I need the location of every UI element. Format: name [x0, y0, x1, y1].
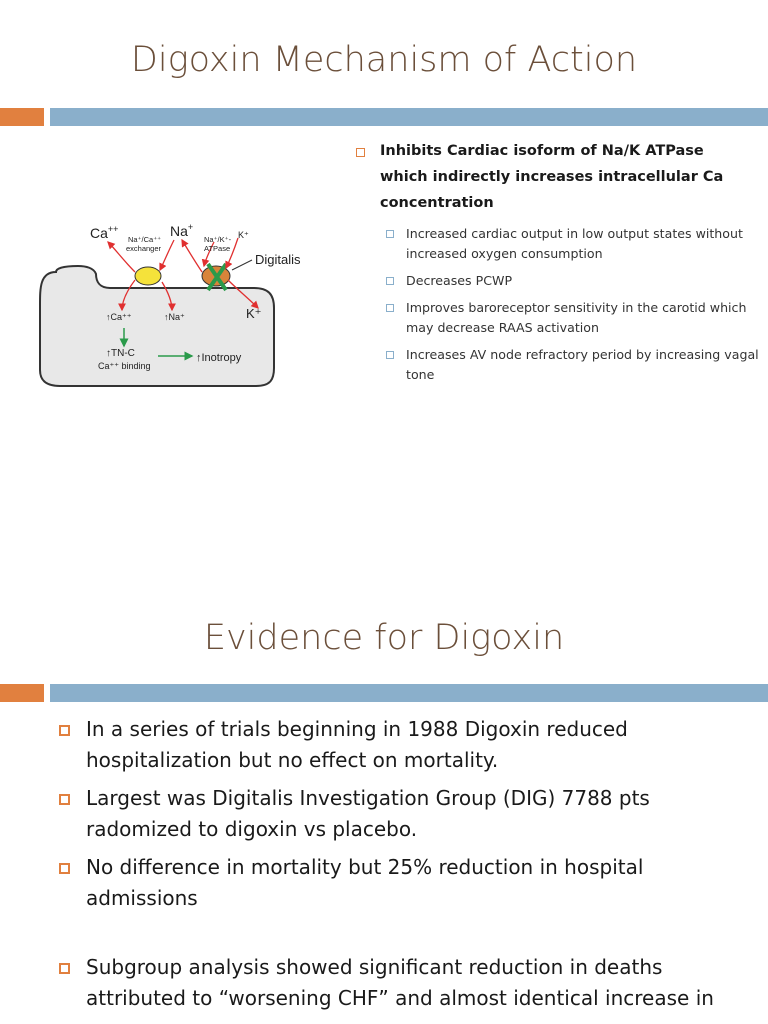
na-in-label: ↑Na⁺: [164, 312, 185, 322]
evidence-bullet: [58, 852, 758, 914]
square-bullet-icon: [59, 794, 70, 805]
na-out-label: Na+: [170, 222, 194, 239]
square-bullet-icon: [59, 963, 70, 974]
square-bullet-icon: [356, 148, 365, 157]
sub-bullet-text: Decreases PCWP: [406, 273, 513, 288]
sub-bullet-text: Increased cardiac output in low output states without increased oxygen consumption: [406, 226, 743, 261]
square-bullet-icon: [386, 277, 394, 285]
sub-bullet: [384, 345, 764, 385]
slide2-title: Evidence for Digoxin: [203, 618, 565, 658]
evidence-bullet: [58, 783, 758, 845]
slide1-sub-list: [384, 224, 764, 392]
sub-bullet: [384, 298, 764, 338]
evidence-bullet-text: Subgroup analysis showed significant reduction in deaths attributed to “worsening CHF” and almost identical increase in: [86, 955, 714, 1010]
slide2-list: [58, 714, 758, 1021]
exchanger-label-1: Na⁺/Ca⁺⁺: [128, 235, 162, 244]
tnc-binding-label: Ca⁺⁺ binding: [98, 361, 151, 371]
atpase-label-2: ATPase: [204, 244, 231, 253]
sub-bullet-text: Increases AV node refractory period by increasing vagal tone: [406, 347, 759, 382]
tnc-label: ↑TN-C: [106, 348, 135, 359]
sub-bullet-text: Improves baroreceptor sensitivity in the carotid which may decrease RAAS activation: [406, 300, 747, 335]
ca-in-label: ↑Ca⁺⁺: [106, 312, 132, 322]
slide1-title: Digoxin Mechanism of Action: [130, 40, 638, 80]
k-in-label: K⁺: [246, 306, 262, 321]
square-bullet-icon: [59, 863, 70, 874]
mechanism-diagram: [38, 210, 368, 400]
evidence-bullet: [58, 952, 758, 1014]
evidence-bullet-text: No difference in mortality but 25% reduction in hospital admissions: [86, 855, 644, 910]
square-bullet-icon: [386, 230, 394, 238]
main-bullet: [355, 138, 755, 216]
exchanger-label-2: exchanger: [126, 244, 162, 253]
cell-membrane: [40, 266, 274, 386]
main-bullet-text: Inhibits Cardiac isoform of Na/K ATPase which indirectly increases intracellular Ca concentration: [380, 143, 724, 211]
slide2-accent-blue: [50, 684, 768, 702]
inotropy-label: ↑Inotropy: [196, 352, 242, 364]
slide1-main-list: [355, 138, 755, 216]
ca-out-label: Ca++: [90, 224, 119, 241]
slide1-accent-blue: [50, 108, 768, 126]
k-out-label: K⁺: [238, 230, 249, 240]
slide2-accent-orange: [0, 684, 44, 702]
digitalis-label: Digitalis: [255, 252, 301, 267]
sub-bullet: [384, 224, 764, 264]
evidence-bullet: [58, 714, 758, 776]
evidence-bullet-text: Largest was Digitalis Investigation Group (DIG) 7788 pts radomized to digoxin vs placebo.: [86, 786, 650, 841]
evidence-bullet-text: In a series of trials beginning in 1988 Digoxin reduced hospitalization but no effect on mortality.: [86, 717, 628, 772]
square-bullet-icon: [386, 304, 394, 312]
atpase-label-1: Na⁺/K⁺-: [204, 235, 232, 244]
sub-bullet: [384, 271, 764, 291]
slide1-accent-orange: [0, 108, 44, 126]
exchanger-ellipse: [135, 267, 161, 285]
square-bullet-icon: [59, 725, 70, 736]
square-bullet-icon: [386, 351, 394, 359]
